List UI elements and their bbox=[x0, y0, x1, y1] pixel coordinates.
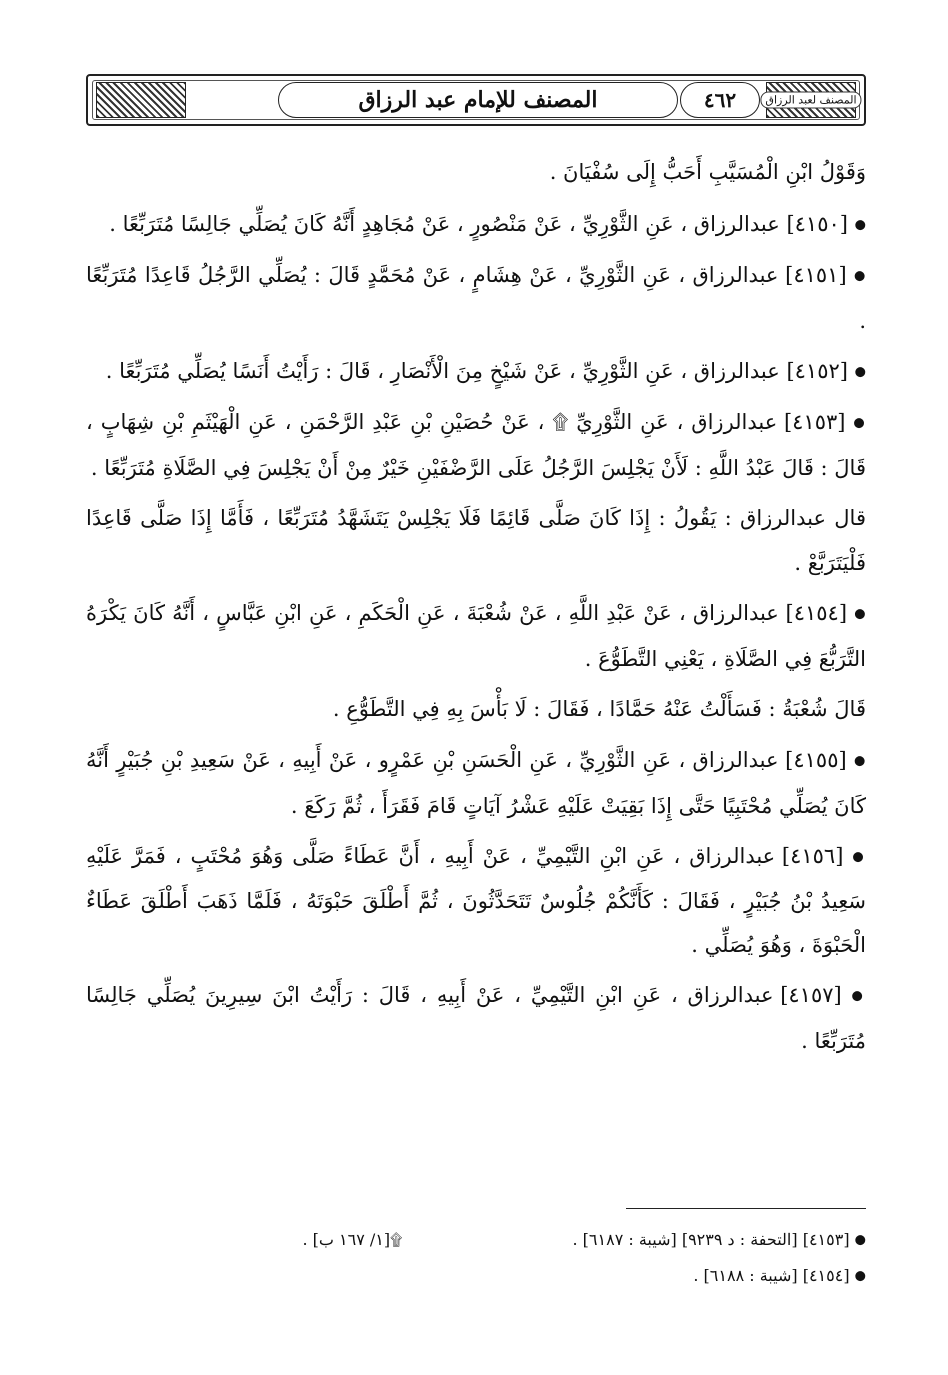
commentary bbox=[86, 496, 866, 586]
paragraph-text: قَالَ شُعْبَةُ : فَسَأَلْتُ عَنْهُ حَمَّادًا ، فَقَالَ : لَا بَأْسَ بِهِ فِي التَّطَوُّعِ . bbox=[332, 696, 866, 721]
bullet-icon: ● bbox=[854, 217, 866, 232]
paragraph-text: [٤١٥٧] عبدالرزاق ، عَنِ ابْنِ التَّيْمِيِّ ، عَنْ أَبِيهِ ، قَالَ : رَأَيْتُ ابْنَ سِيرِينَ يُصَلِّي جَالِسًا مُتَرَبِّعًا . bbox=[86, 983, 866, 1053]
bullet-icon: ● bbox=[851, 988, 867, 1004]
paragraph-text: [٤١٥١] عبدالرزاق ، عَنِ الثَّوْرِيِّ ، عَنْ هِشَامٍ ، عَنْ مُحَمَّدٍ قَالَ : يُصَلِّي الرَّجُلُ قَاعِدًا مُتَرَبِّعًا . bbox=[86, 263, 866, 333]
hadith-4153 bbox=[86, 400, 866, 490]
footnote-marker: ۩[١/ ١٦٧ ب] . bbox=[302, 1230, 403, 1249]
bullet-icon: ● bbox=[853, 415, 866, 431]
footnote-divider bbox=[626, 1208, 866, 1209]
bullet-icon: ● bbox=[854, 753, 866, 769]
paragraph-text: [٤١٥٦] عبدالرزاق ، عَنِ ابْنِ التَّيْمِيِّ ، عَنْ أَبِيهِ ، أَنَّ عَطَاءً صَلَّى وَهُوَ مُحْتَبٍ ، فَمَرَّ عَلَيْهِ سَعِيدُ بْنُ جُبَيْرٍ ، فَقَالَ : كَأَنَّكُمْ جُلُوسٌ تَتَحَدَّثُونَ ، ثُمَّ أَطْلَقَ حَبْوَتَهُ ، فَلَمَّا ذَهَبَ أَطْلَقَ عَطَاءٌ الْحَبْوَةَ ، وَهُوَ يُصَلِّي . bbox=[86, 843, 866, 957]
footnote-text: [٤١٥٤] [شيبة : ٦١٨٨] . bbox=[693, 1266, 850, 1285]
paragraph bbox=[86, 150, 866, 196]
footnote bbox=[66, 1226, 866, 1255]
header-ornament-right bbox=[766, 82, 856, 118]
ornament-label: المصنف لعبد الرزاق bbox=[760, 92, 861, 109]
bullet-icon: ● bbox=[852, 849, 867, 864]
hadith-4154 bbox=[86, 591, 866, 681]
header-ornament-left bbox=[96, 82, 186, 118]
paragraph-text: قال عبدالرزاق : يَقُولُ : إِذَا كَانَ صَلَّى قَائِمًا فَلَا يَجْلِسْ يَتَشَهَّدُ مُتَرَبِّعًا ، فَأَمَّا إِذَا صَلَّى قَاعِدًا فَلْيَتَرَبَّعْ . bbox=[86, 505, 866, 575]
page-header bbox=[86, 74, 866, 126]
footnote bbox=[66, 1262, 866, 1291]
footnote-text: [٤١٥٣] [التحفة : د ٩٢٣٩] [شيبة : ٦١٨٧] . bbox=[572, 1230, 850, 1249]
page-number: ٤٦٢ bbox=[680, 82, 760, 118]
paragraph-text: [٤١٥٢] عبدالرزاق ، عَنِ الثَّوْرِيِّ ، عَنْ شَيْخٍ مِنَ الْأَنْصَارِ ، قَالَ : رَأَيْتُ أَنَسًا يُصَلِّي مُتَرَبِّعًا . bbox=[105, 358, 848, 383]
main-text bbox=[86, 150, 866, 1069]
hadith-4155 bbox=[86, 738, 866, 828]
bullet-icon: ● bbox=[854, 268, 867, 284]
bullet-icon: ● bbox=[854, 1232, 866, 1248]
hadith-4151 bbox=[86, 253, 866, 343]
paragraph-text: [٤١٥٥] عبدالرزاق ، عَنِ الثَّوْرِيِّ ، عَنِ الْحَسَنِ بْنِ عَمْرٍو ، عَنْ أَبِيهِ ، عَنْ سَعِيدِ بْنِ جُبَيْرٍ أَنَّهُ كَانَ يُصَلِّي مُحْتَبِيًا حَتَّى إِذَا بَقِيَتْ عَلَيْهِ عَشْرُ آيَاتٍ قَامَ فَقَرَأَ ، ثُمَّ رَكَعَ . bbox=[86, 748, 866, 818]
commentary bbox=[86, 687, 866, 733]
hadith-4157 bbox=[86, 973, 866, 1063]
paragraph-text: [٤١٥٣] عبدالرزاق ، عَنِ الثَّوْرِيِّ ۩ ، عَنْ حُصَيْنِ بْنِ عَبْدِ الرَّحْمَنِ ، عَنِ الْهَيْثَمِ بْنِ شِهَابٍ ، قَالَ : قَالَ عَبْدُ اللَّهِ : لَأَنْ يَجْلِسَ الرَّجُلُ عَلَى الرَّضْفَيْنِ خَيْرٌ مِنْ أَنْ يَجْلِسَ فِي الصَّلَاةِ مُتَرَبِّعًا . bbox=[86, 410, 866, 480]
hadith-4156 bbox=[86, 834, 866, 968]
paragraph-text: [٤١٥٤] عبدالرزاق ، عَنْ عَبْدِ اللَّهِ ، عَنْ شُعْبَةَ ، عَنِ الْحَكَمِ ، عَنِ ابْنِ عَبَّاسٍ ، أَنَّهُ كَانَ يَكْرَهُ التَّرَبُّعَ فِي الصَّلَاةِ ، يَعْنِي التَّطَوُّعَ . bbox=[86, 601, 866, 671]
bullet-icon: ● bbox=[854, 606, 867, 622]
paragraph-text: وَقَوْلُ ابْنِ الْمُسَيَّبِ أَحَبُّ إِلَى سُفْيَانَ . bbox=[549, 160, 866, 184]
bullet-icon: ● bbox=[854, 364, 866, 379]
hadith-4150 bbox=[86, 202, 866, 248]
hadith-4152 bbox=[86, 349, 866, 395]
bullet-icon: ● bbox=[854, 1268, 866, 1284]
paragraph-text: [٤١٥٠] عبدالرزاق ، عَنِ الثَّوْرِيِّ ، عَنْ مَنْصُورٍ ، عَنْ مُجَاهِدٍ أَنَّهُ كَانَ يُصَلِّي جَالِسًا مُتَرَبِّعًا . bbox=[109, 211, 848, 236]
book-title: المصنف للإمام عبد الرزاق bbox=[278, 82, 678, 118]
